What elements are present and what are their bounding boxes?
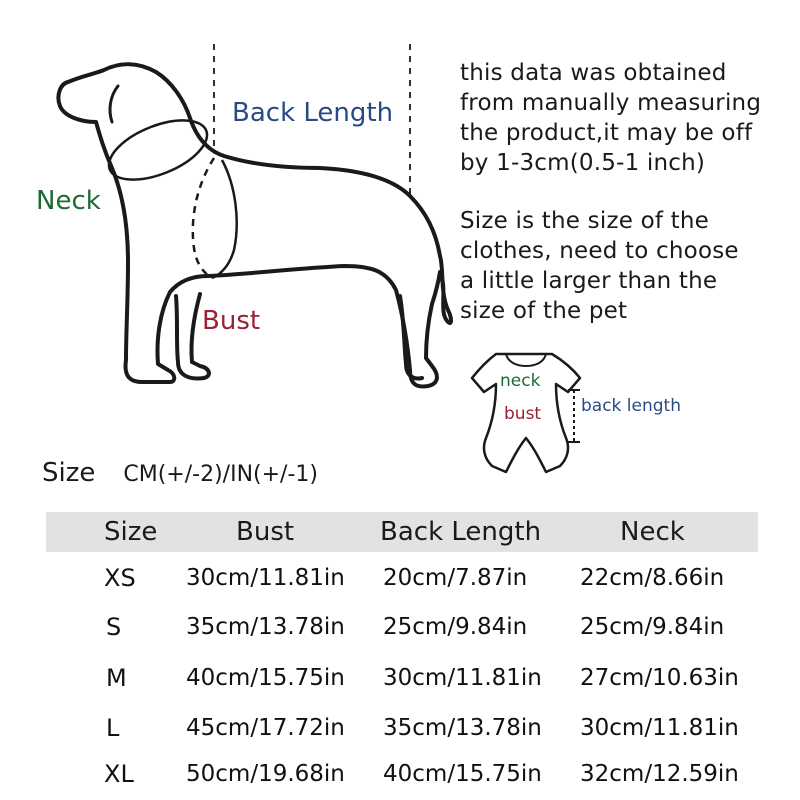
cell-neck: 25cm/9.84in [580, 614, 725, 640]
neck-label: Neck [36, 186, 101, 216]
cell-back-length: 25cm/9.84in [383, 614, 528, 640]
garment-neck-label: neck [500, 371, 541, 391]
cell-bust: 30cm/11.81in [186, 565, 345, 591]
table-row [0, 607, 800, 647]
size-unit-line [42, 458, 318, 488]
dog-ear [110, 86, 118, 122]
cell-bust: 45cm/17.72in [186, 715, 345, 741]
cell-neck: 32cm/12.59in [580, 761, 739, 787]
note-line: Size is the size of the [460, 208, 709, 234]
cell-size: XL [104, 760, 134, 788]
size-caption: Size [42, 458, 96, 488]
measurement-disclaimer [460, 58, 761, 178]
table-row [0, 658, 800, 698]
header-size: Size [104, 517, 158, 547]
note-line: by 1-3cm(0.5-1 inch) [460, 150, 706, 176]
cell-neck: 22cm/8.66in [580, 565, 725, 591]
table-row [0, 708, 800, 748]
header-back-length: Back Length [380, 517, 542, 547]
note-line: from manually measuring [460, 90, 762, 116]
cell-neck: 27cm/10.63in [580, 665, 739, 691]
cell-neck: 30cm/11.81in [580, 715, 739, 741]
cell-size: XS [104, 564, 136, 592]
cell-back-length: 35cm/13.78in [383, 715, 542, 741]
size-advice [460, 206, 739, 326]
note-line: a little larger than the [460, 268, 718, 294]
cell-size: L [106, 714, 120, 742]
cell-back-length: 20cm/7.87in [383, 565, 528, 591]
bust-measure-dashed [193, 158, 214, 278]
cell-back-length: 30cm/11.81in [383, 665, 542, 691]
header-bust: Bust [236, 517, 295, 547]
note-line: size of the pet [460, 298, 628, 324]
note-line: this data was obtained [460, 60, 727, 86]
cell-bust: 50cm/19.68in [186, 761, 345, 787]
cell-back-length: 40cm/15.75in [383, 761, 542, 787]
size-table-header [46, 512, 758, 552]
table-row [0, 754, 800, 794]
cell-size: M [106, 664, 127, 692]
garment-back-length-label: back length [581, 396, 681, 416]
cell-bust: 35cm/13.78in [186, 614, 345, 640]
header-neck: Neck [620, 517, 685, 547]
unit-caption: CM(+/-2)/IN(+/-1) [123, 462, 318, 487]
note-line: the product,it may be off [460, 120, 753, 146]
table-row [0, 558, 800, 598]
bust-label: Bust [202, 306, 261, 336]
note-line: clothes, need to choose [460, 238, 739, 264]
cell-bust: 40cm/15.75in [186, 665, 345, 691]
back-length-label: Back Length [232, 98, 394, 128]
cell-size: S [106, 613, 122, 641]
garment-bust-label: bust [504, 404, 542, 424]
bust-measure-solid [212, 160, 237, 278]
